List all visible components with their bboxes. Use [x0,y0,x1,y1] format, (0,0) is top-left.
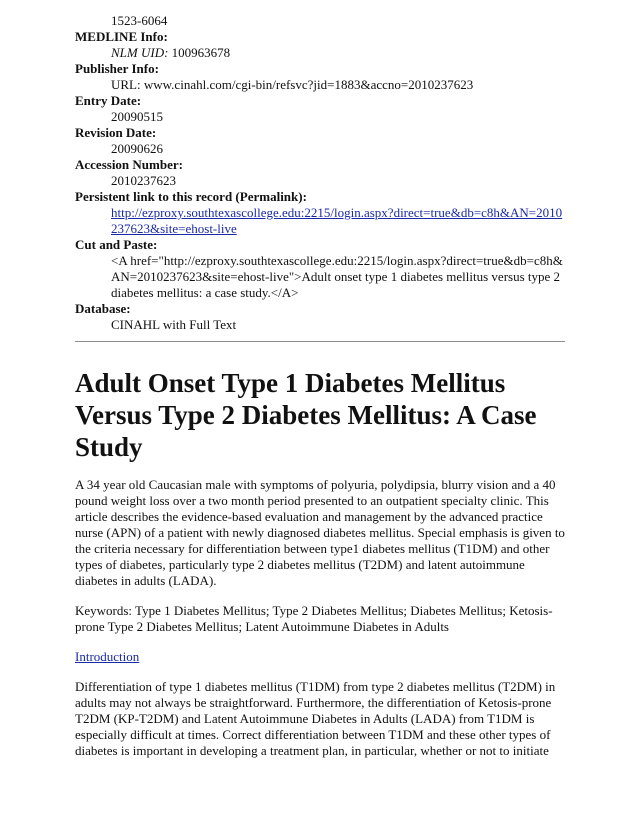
section-divider [75,341,565,342]
introduction-text: Differentiation of type 1 diabetes mellitus (T1DM) from type 2 diabetes mellitus (T2DM) in adults may not always be straightforward. Furthermore, the differentiation of Ketosis-prone T2DM (KP-T2DM) and Latent Autoimmune Diabetes in Adults (LADA) from T1DM is especially difficult at times. Correct differentiation between T1DM and these other types of diabetes is important in developing a treatment plan, in particular, whether or not to initiate [75,679,556,758]
entry-date-label: Entry Date: [75,93,142,108]
database-value: CINAHL with Full Text [111,317,237,332]
introduction-heading [75,649,565,665]
publisher-label: Publisher Info: [75,61,159,76]
article-title: Adult Onset Type 1 Diabetes Mellitus Versus Type 2 Diabetes Mellitus: A Case Study [75,368,537,462]
entry-date-value: 20090515 [111,109,163,124]
accession-number-label: Accession Number: [75,157,183,172]
article-abstract: A 34 year old Caucasian male with symptoms of polyuria, polydipsia, blurry vision and a 40 pound weight loss over a two month period presented to an outpatient specialty clinic. This article describes the evidence-based evaluation and management by the advanced practice nurse (APN) of a patient with newly diagnosed diabetes mellitus. Special emphasis is given to the criteria necessary for differentiation between type1 diabetes mellitus (T1DM) and other types of diabetes, particularly type 2 diabetes mellitus (T2DM) and latent autoimmune diabetes in adults (LADA). [75,477,565,588]
nlm-uid-value: 100963678 [171,45,231,60]
permalink-label: Persistent link to this record (Permalink): [75,189,307,204]
revision-date-value: 20090626 [111,141,163,156]
publisher-value: URL: www.cinahl.com/cgi-bin/refsvc?jid=1883&accno=2010237623 [111,77,474,92]
nlm-uid-label: NLM UID: [111,45,169,60]
record-page [75,13,565,759]
permalink-link[interactable]: http://ezproxy.southtexascollege.edu:2215/login.aspx?direct=true&db=c8h&AN=2010237623&site=ehost-live [111,205,563,236]
database-label: Database: [75,301,131,316]
revision-date-label: Revision Date: [75,125,157,140]
issn-value: 1523-6064 [111,13,168,28]
article-keywords: Keywords: Type 1 Diabetes Mellitus; Type 2 Diabetes Mellitus; Diabetes Mellitus; Ketosis-prone Type 2 Diabetes Mellitus; Latent Autoimmune Diabetes in Adults [75,603,553,634]
nlm-uid-row [111,45,565,61]
introduction-link[interactable]: Introduction [75,649,140,664]
cut-paste-value: <A href="http://ezproxy.southtexascollege.edu:2215/login.aspx?direct=true&db=c8h&AN=2010237623&site=ehost-live">Adult onset type 1 diabetes mellitus versus type 2 diabetes mellitus: a case study.</A> [111,253,563,300]
accession-number-value: 2010237623 [111,173,176,188]
cut-paste-label: Cut and Paste: [75,237,158,252]
medline-label: MEDLINE Info: [75,29,168,44]
permalink-row [111,205,565,237]
